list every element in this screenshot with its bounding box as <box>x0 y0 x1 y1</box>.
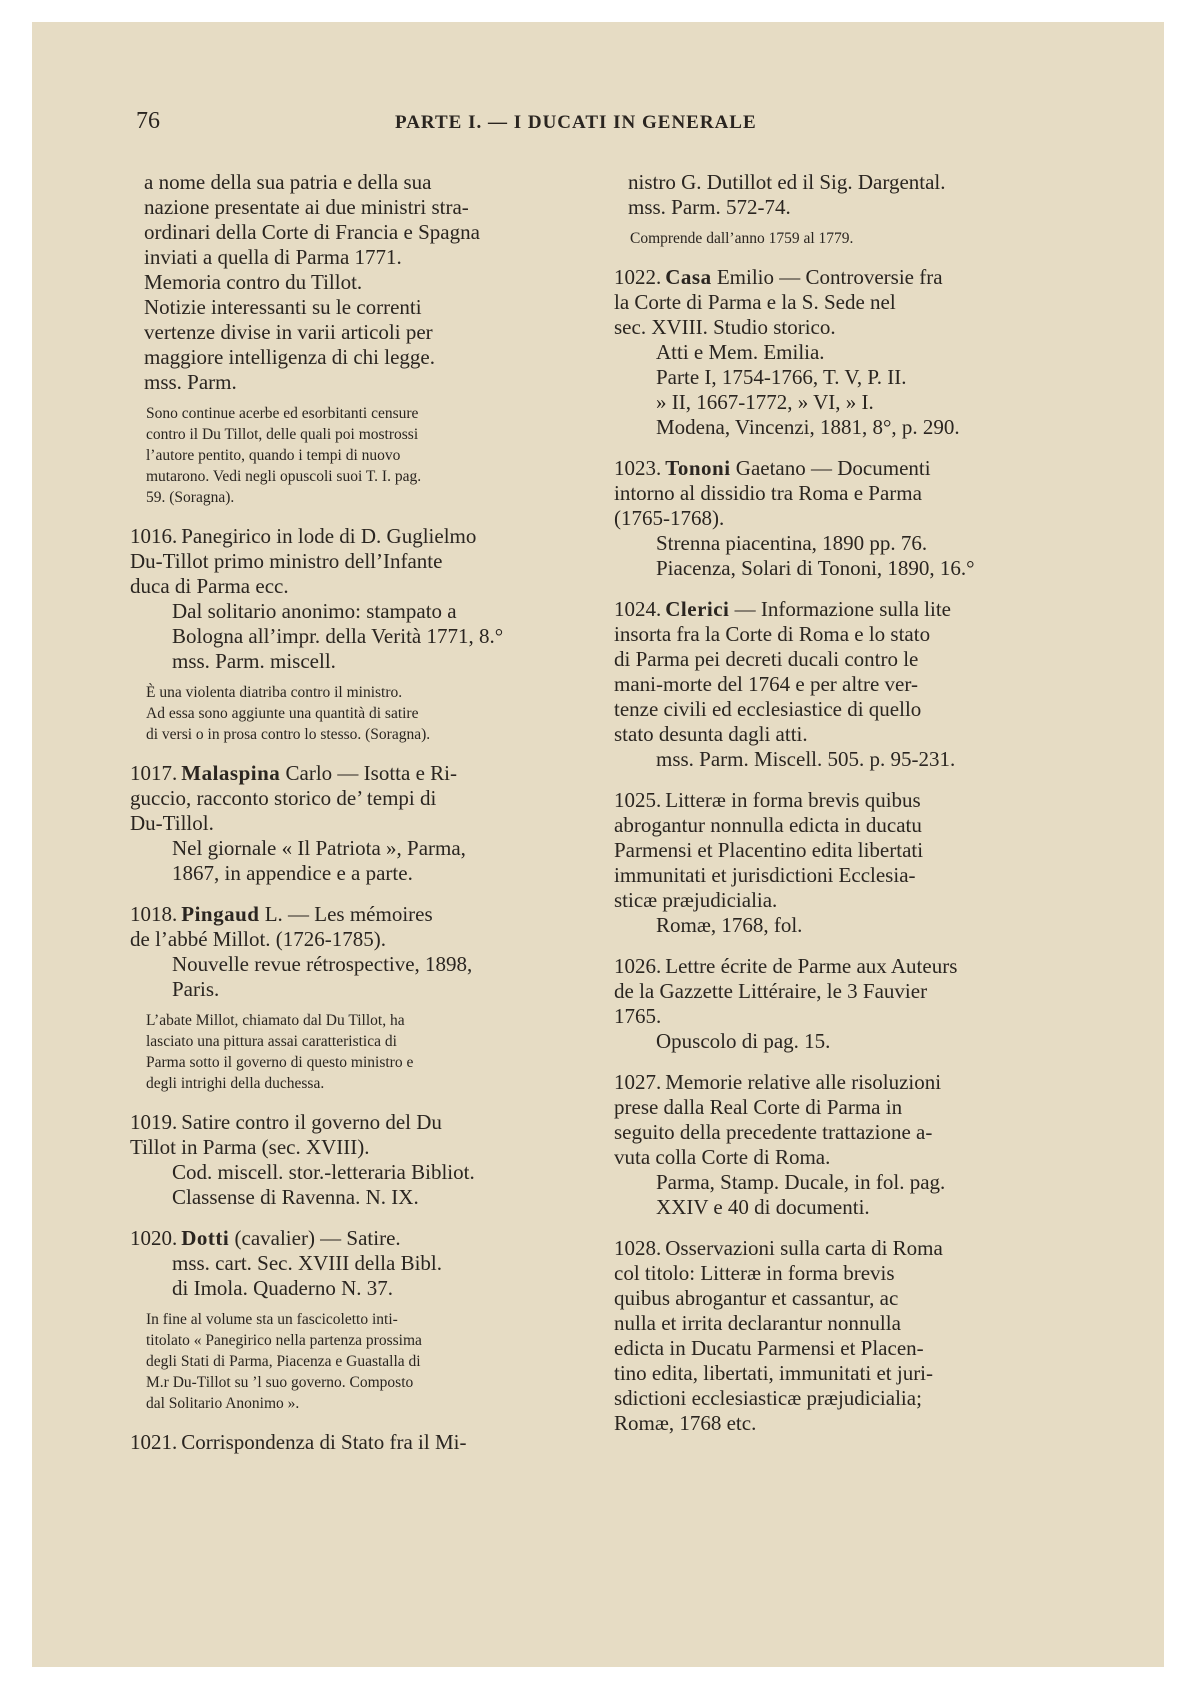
entry-line: de la Gazzette Littéraire, le 3 Fauvier <box>614 979 928 1003</box>
note-line: degli intrighi della duchessa. <box>146 1075 325 1092</box>
entry-title: Satire contro il governo del Du <box>181 1110 442 1134</box>
bibliography-entry <box>614 597 1099 772</box>
entry-author: Pingaud <box>181 902 260 926</box>
entry-source-line: Nel giornale « Il Patriota », Parma, <box>172 836 466 860</box>
entry-number: 1016. <box>130 524 178 548</box>
entry-line: sec. XVIII. Studio storico. <box>614 315 836 339</box>
note-line: Ad essa sono aggiunte una quantità di satire <box>146 705 419 722</box>
entry-line: nazione presentate ai due ministri stra- <box>144 195 469 219</box>
entry-heading <box>130 524 610 549</box>
note-line: l’autore pentito, quando i tempi di nuovo <box>146 447 401 464</box>
entry-number: 1019. <box>130 1110 178 1134</box>
entry-number: 1026. <box>614 954 662 978</box>
entry-line: (1765-1768). <box>614 506 725 530</box>
entry-note <box>146 682 610 745</box>
bibliography-entry <box>130 1226 610 1414</box>
entry-source-line: di Imola. Quaderno N. 37. <box>172 1276 394 1300</box>
entry-source-line: Strenna piacentina, 1890 pp. 76. <box>656 531 928 555</box>
note-line: Comprende dall’anno 1759 al 1779. <box>630 230 854 247</box>
entry-line: Parmensi et Placentino edita libertati <box>614 838 924 862</box>
entry-source-line: mss. Parm. Miscell. 505. p. 95-231. <box>656 747 956 771</box>
entry-line: abrogantur nonnulla edicta in ducatu <box>614 813 922 837</box>
note-line: Sono continue acerbe ed esorbitanti censure <box>146 405 419 422</box>
entry-number: 1017. <box>130 761 178 785</box>
entry-line: a nome della sua patria e della sua <box>144 170 432 194</box>
bibliography-entry <box>614 456 1099 581</box>
entry-line: nistro G. Dutillot ed il Sig. Dargental. <box>628 170 946 194</box>
entry-line: sticæ præjudicialia. <box>614 888 778 912</box>
entry-line: mani-morte del 1764 e per altre ver- <box>614 672 918 696</box>
entry-number: 1024. <box>614 597 662 621</box>
entry-author: Dotti <box>181 1226 230 1250</box>
entry-heading <box>130 1430 610 1455</box>
entry-title: Emilio — Controversie fra <box>716 265 943 289</box>
entry-source-line: Bologna all’impr. della Verità 1771, 8.° <box>172 624 504 648</box>
entry-source-line: » II, 1667-1772, » VI, » I. <box>656 390 874 414</box>
entry-line: la Corte di Parma e la S. Sede nel <box>614 290 896 314</box>
entry-heading <box>130 1110 610 1135</box>
note-line: di versi o in prosa contro lo stesso. (Soragna). <box>146 726 431 743</box>
bibliography-entry <box>130 1110 610 1210</box>
entry-number: 1020. <box>130 1226 178 1250</box>
note-line: È una violenta diatriba contro il ministro. <box>146 684 403 701</box>
entry-title: Corrispondenza di Stato fra il Mi- <box>181 1430 467 1454</box>
entry-author: Tononi <box>665 456 731 480</box>
entry-line: Notizie interessanti su le correnti <box>144 295 422 319</box>
entry-source-line: Atti e Mem. Emilia. <box>656 340 825 364</box>
entry-heading <box>130 761 610 786</box>
entry-note <box>146 1309 610 1414</box>
entry-heading <box>614 597 1099 622</box>
bibliography-entry <box>614 788 1099 938</box>
bibliography-entry <box>130 902 610 1094</box>
entry-line: di Parma pei decreti ducali contro le <box>614 647 919 671</box>
entry-line: col titolo: Litteræ in forma brevis <box>614 1261 895 1285</box>
entry-line: stato desunta dagli atti. <box>614 722 808 746</box>
note-line: lasciato una pittura assai caratteristica di <box>146 1033 397 1050</box>
entry-line: 1765. <box>614 1004 662 1028</box>
entry-line: tino edita, libertati, immunitati et juri- <box>614 1361 934 1385</box>
entry-line: guccio, racconto storico de’ tempi di <box>130 786 437 810</box>
entry-number: 1027. <box>614 1070 662 1094</box>
entry-title: — Informazione sulla lite <box>734 597 951 621</box>
entry-heading <box>614 1236 1099 1261</box>
entry-source-line: Romæ, 1768, fol. <box>656 913 803 937</box>
entry-line: nulla et irrita declarantur nonnulla <box>614 1311 901 1335</box>
entry-note <box>146 403 610 508</box>
entry-heading <box>614 788 1099 813</box>
entry-heading <box>614 456 1099 481</box>
entry-note <box>630 228 1099 249</box>
entry-line: insorta fra la Corte di Roma e lo stato <box>614 622 931 646</box>
entry-title: Osservazioni sulla carta di Roma <box>665 1236 943 1260</box>
entry-source-line: Cod. miscell. stor.-letteraria Bibliot. <box>172 1160 475 1184</box>
entry-source-line: Opuscolo di pag. 15. <box>656 1029 831 1053</box>
entry-source-line: Piacenza, Solari di Tononi, 1890, 16.° <box>656 556 975 580</box>
entry-number: 1018. <box>130 902 178 926</box>
entry-line: mss. Parm. 572-74. <box>628 195 791 219</box>
entry-heading <box>614 265 1099 290</box>
entry-heading <box>614 1070 1099 1095</box>
bibliography-entry <box>130 524 610 745</box>
bibliography-entry <box>614 1236 1099 1436</box>
entry-line: intorno al dissidio tra Roma e Parma <box>614 481 922 505</box>
page-number: 76 <box>136 108 160 134</box>
entry-number: 1028. <box>614 1236 662 1260</box>
entry-line: mss. Parm. <box>144 370 237 394</box>
entry-number: 1025. <box>614 788 662 812</box>
left-column <box>130 170 610 1455</box>
entry-source-line: Dal solitario anonimo: stampato a <box>172 599 457 623</box>
entry-number: 1021. <box>130 1430 178 1454</box>
entry-source-line: Modena, Vincenzi, 1881, 8°, p. 290. <box>656 415 960 439</box>
entry-heading <box>130 1226 610 1251</box>
entry-author: Malaspina <box>181 761 281 785</box>
entry-line: immunitati et jurisdictioni Ecclesia- <box>614 863 916 887</box>
entry-heading <box>130 902 610 927</box>
entry-number: 1022. <box>614 265 662 289</box>
entry-source-line: XXIV e 40 di documenti. <box>656 1195 870 1219</box>
bibliography-entry <box>614 265 1099 440</box>
note-line: L’abate Millot, chiamato dal Du Tillot, ha <box>146 1012 405 1029</box>
entry-line: vertenze divise in varii articoli per <box>144 320 433 344</box>
note-line: contro il Du Tillot, delle quali poi mostrossi <box>146 426 419 443</box>
entry-line: ordinari della Corte di Francia e Spagna <box>144 220 480 244</box>
entry-note <box>146 1010 610 1094</box>
entry-source-line: Nouvelle revue rétrospective, 1898, <box>172 952 473 976</box>
entry-source-line: Paris. <box>172 977 220 1001</box>
note-line: titolato « Panegirico nella partenza prossima <box>146 1332 422 1349</box>
entry-title: (cavalier) — Satire. <box>234 1226 401 1250</box>
note-line: In fine al volume sta un fascicoletto inti- <box>146 1311 398 1328</box>
entry-source-line: mss. cart. Sec. XVIII della Bibl. <box>172 1251 443 1275</box>
entry-title: Gaetano — Documenti <box>735 456 931 480</box>
entry-line: quibus abrogantur et cassantur, ac <box>614 1286 899 1310</box>
entry-title: Lettre écrite de Parme aux Auteurs <box>665 954 958 978</box>
entry-source-line: Classense di Ravenna. N. IX. <box>172 1185 419 1209</box>
entry-source-line: Parte I, 1754-1766, T. V, P. II. <box>656 365 907 389</box>
entry-line: Romæ, 1768 etc. <box>614 1411 757 1435</box>
entry-line: vuta colla Corte di Roma. <box>614 1145 831 1169</box>
bibliography-entry <box>130 1430 610 1455</box>
entry-line: sdictioni ecclesiasticæ præjudicialia; <box>614 1386 922 1410</box>
entry-line: prese dalla Real Corte di Parma in <box>614 1095 903 1119</box>
page-header <box>32 108 1164 138</box>
right-column <box>614 170 1099 1436</box>
bibliography-entry <box>614 1070 1099 1220</box>
note-line: degli Stati di Parma, Piacenza e Guastalla di <box>146 1353 421 1370</box>
entry-line: duca di Parma ecc. <box>130 574 289 598</box>
entry-title: Carlo — Isotta e Ri- <box>285 761 457 785</box>
entry-line: Tillot in Parma (sec. XVIII). <box>130 1135 370 1159</box>
note-line: mutarono. Vedi negli opuscoli suoi T. I. pag. <box>146 468 422 485</box>
entry-number: 1023. <box>614 456 662 480</box>
entry-heading <box>614 954 1099 979</box>
entry-author: Clerici <box>665 597 730 621</box>
note-line: M.r Du-Tillot su ’l suo governo. Composto <box>146 1374 414 1391</box>
entry-source-line: Parma, Stamp. Ducale, in fol. pag. <box>656 1170 946 1194</box>
book-page <box>32 22 1164 1667</box>
running-title: PARTE I. — I DUCATI IN GENERALE <box>395 112 757 133</box>
entry-source-line: mss. Parm. miscell. <box>172 649 336 673</box>
entry-line: inviati a quella di Parma 1771. <box>144 245 402 269</box>
note-line: 59. (Soragna). <box>146 489 235 506</box>
entry-line: seguito della precedente trattazione a- <box>614 1120 933 1144</box>
entry-source-line: 1867, in appendice e a parte. <box>172 861 413 885</box>
bibliography-entry <box>614 954 1099 1054</box>
entry-line: maggiore intelligenza di chi legge. <box>144 345 435 369</box>
entry-title: L. — Les mémoires <box>264 902 433 926</box>
bibliography-entry <box>130 761 610 886</box>
entry-line: Du-Tillot primo ministro dell’Infante <box>130 549 443 573</box>
entry-title: Memorie relative alle risoluzioni <box>665 1070 942 1094</box>
entry-title: Panegirico in lode di D. Guglielmo <box>181 524 477 548</box>
note-line: dal Solitario Anonimo ». <box>146 1395 300 1412</box>
note-line: Parma sotto il governo di questo ministro e <box>146 1054 414 1071</box>
entry-author: Casa <box>665 265 712 289</box>
entry-line: Memoria contro du Tillot. <box>144 270 363 294</box>
entry-line: Du-Tillol. <box>130 811 214 835</box>
entry-line: de l’abbé Millot. (1726-1785). <box>130 927 387 951</box>
entry-title: Litteræ in forma brevis quibus <box>665 788 921 812</box>
entry-line: tenze civili ed ecclesiastice di quello <box>614 697 922 721</box>
entry-line: edicta in Ducatu Parmensi et Placen- <box>614 1336 924 1360</box>
